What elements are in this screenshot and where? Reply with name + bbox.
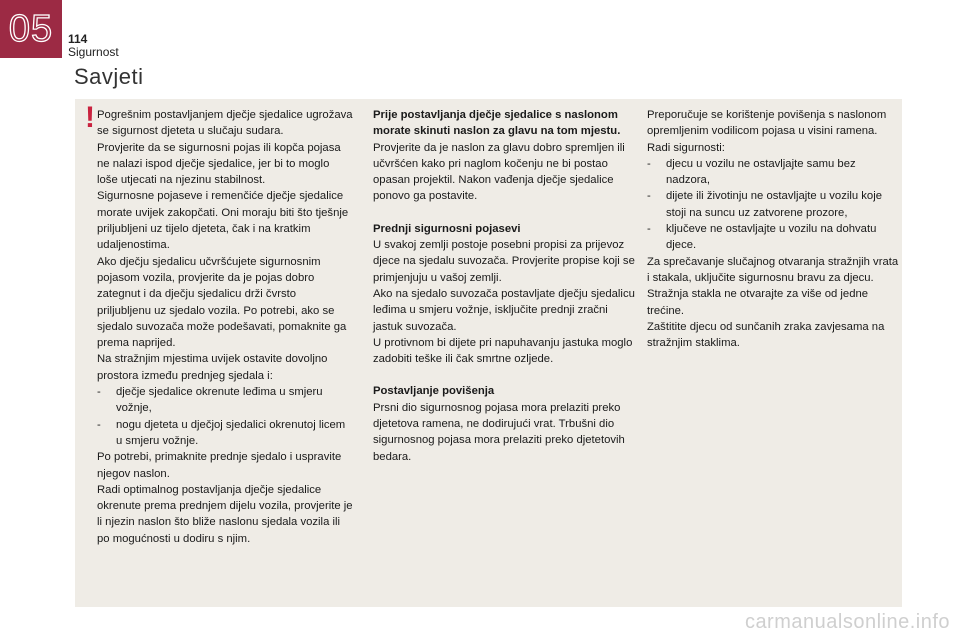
list-item: - djecu u vozilu ne ostavljajte samu bez nadzora, <box>647 156 899 189</box>
column-2 <box>373 107 635 465</box>
list-item: - dječje sjedalice okrenute leđima u smjeru vožnje, <box>97 384 353 417</box>
paragraph: Sigurnosne pojaseve i remenčiće dječje sjedalice morate uvijek zakopčati. Oni moraju biti što tješnje priljubljeni uz tijelo djeteta, čak i na kratkim udaljenostima. <box>97 190 349 252</box>
bullet-list <box>647 156 899 254</box>
list-item: - ključeve ne ostavljajte u vozilu na dohvatu djece. <box>647 221 899 254</box>
section-heading: Prednji sigurnosni pojasevi <box>373 222 521 235</box>
paragraph: U svakoj zemlji postoje posebni propisi za prijevoz djece na sjedalu suvozača. Provjerite propise koji se primjenjuju u vašoj zemlji. <box>373 239 635 284</box>
section-heading: Postavljanje povišenja <box>373 385 495 398</box>
paragraph: Provjerite da se sigurnosni pojas ili kopča pojasa ne nalazi ispod dječje sjedalice, jer bi to moglo loše utjecati na njezinu stabilnost. <box>97 141 341 187</box>
paragraph: Provjerite da je naslon za glavu dobro spremljen ili učvršćen kako pri naglom kočenju ne bi postao opasan projektil. Nakon vađenja dječje sjedalice ponovo ga postavite. <box>373 141 625 203</box>
bullet-list <box>97 384 353 449</box>
paragraph: Za sprečavanje slučajnog otvaranja stražnjih vrata i stakala, uključite sigurnosnu bravu za djecu. <box>647 255 899 284</box>
paragraph: Ako dječju sjedalicu učvršćujete sigurnosnim pojasom vozila, provjerite da je pojas dobro zategnut i da dječju sjedalicu drži čvrsto priljubljenu uz sjedalo vozila. Po potrebi, ako se sjedalo suvozača može podešavati, pomaknite ga prema naprijed. <box>97 255 347 350</box>
paragraph: Radi optimalnog postavljanja dječje sjedalice okrenute prema prednjem dijelu vozila, provjerite je li njezin naslon što bliže naslonu sjedala vozila ili po mogućnosti u dodiru s njim. <box>97 483 353 545</box>
paragraph: Radi sigurnosti: <box>647 141 725 154</box>
paragraph: U protivnom bi dijete pri napuhavanju jastuka moglo zadobiti teške ili čak smrtne ozljede. <box>373 336 633 366</box>
section-name: Sigurnost <box>68 45 119 59</box>
chapter-number: 05 <box>8 8 54 50</box>
page-title: Savjeti <box>74 64 144 89</box>
paragraph: Zaštitite djecu od sunčanih zraka zavjesama na stražnjim staklima. <box>647 320 885 350</box>
paragraph: Prsni dio sigurnosnog pojasa mora prelaziti preko djetetova ramena, ne dodirujući vrat. Trbušni dio sigurnosnog pojasa mora prelaziti preko djetetovih bedara. <box>373 401 625 463</box>
watermark: carmanualsonline.info <box>744 611 950 633</box>
column-1 <box>97 107 353 547</box>
warning-intro: Pogrešnim postavljanjem dječje sjedalice ugrožava se sigurnost djeteta u slučaju sudara. <box>97 109 353 138</box>
page-number: 114 <box>68 32 88 46</box>
column-3 <box>647 107 899 351</box>
paragraph: Na stražnjim mjestima uvijek ostavite dovoljno prostora između prednjeg sjedala i: <box>97 353 328 382</box>
paragraph: Preporučuje se korištenje povišenja s naslonom opremljenim vodilicom pojasa u visini ramena. <box>647 109 887 138</box>
paragraph: Ako na sjedalo suvozača postavljate dječju sjedalicu leđima u smjeru vožnje, isključite prednji zračni jastuk suvozača. <box>373 287 635 333</box>
paragraph: Po potrebi, primaknite prednje sjedalo i uspravite njegov naslon. <box>97 451 342 480</box>
list-item: - nogu djeteta u dječjoj sjedalici okrenutoj licem u smjeru vožnje. <box>97 417 353 450</box>
chapter-tab <box>0 0 62 58</box>
exclamation-icon: ! <box>85 101 95 134</box>
section-heading: Prije postavljanja dječje sjedalice s naslonom morate skinuti naslon za glavu na tom mjestu. <box>373 109 621 138</box>
paragraph: Stražnja stakla ne otvarajte za više od jedne trećine. <box>647 288 869 317</box>
list-item: - dijete ili životinju ne ostavljajte u vozilu koje stoji na suncu uz zatvorene prozore, <box>647 188 899 221</box>
